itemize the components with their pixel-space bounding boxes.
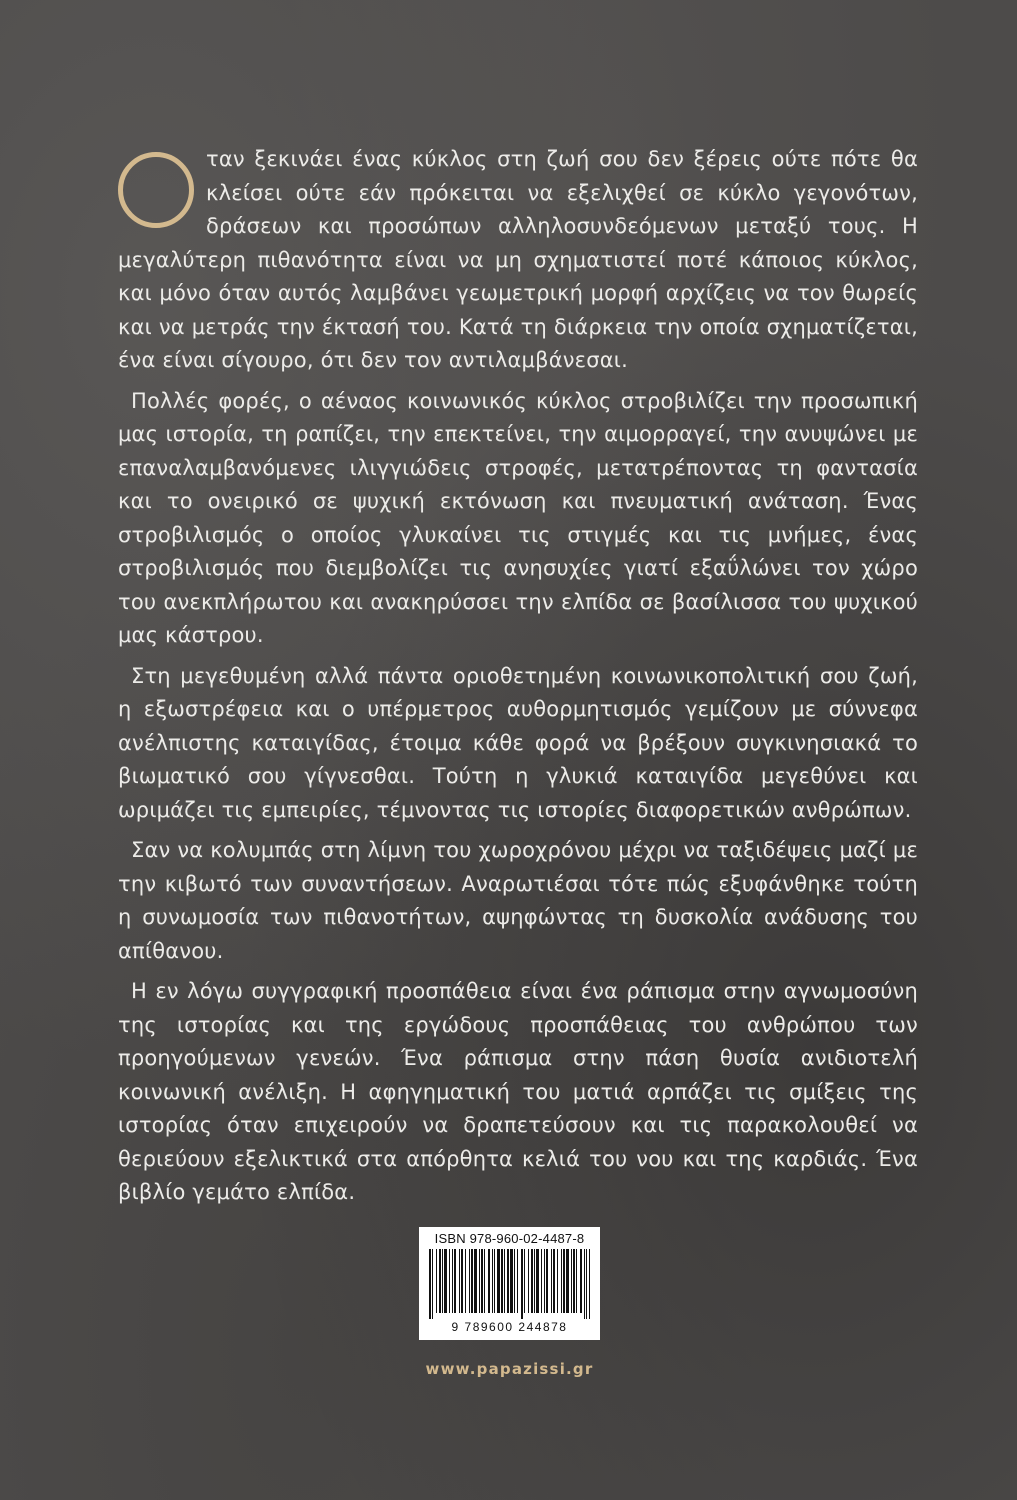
barcode-bar <box>442 1249 443 1313</box>
barcode-bar <box>504 1249 505 1313</box>
barcode-bar <box>531 1249 533 1313</box>
barcode-bar <box>429 1249 431 1319</box>
ean-digits: 9 789600 244878 <box>451 1320 568 1334</box>
barcode-bar <box>563 1249 565 1313</box>
drop-cap-circle <box>118 152 194 228</box>
barcode-bar <box>546 1249 548 1313</box>
blurb-paragraph-4: Σαν να κολυμπάς στη λίμνη του χωροχρόνου μέχρι να ταξιδέψεις μαζί με την κιβωτό των συναντήσεων. Αναρωτιέσαι τότε πώς εξυφάνθηκε τούτη η συνωμοσία των πιθανοτήτων, αψηφώντας τη δυσκολία ανάδυσης του απίθανου. <box>118 838 918 963</box>
barcode-bar <box>524 1249 525 1313</box>
barcode-bar <box>492 1249 493 1313</box>
blurb-paragraph-2: Πολλές φορές, ο αέναος κοινωνικός κύκλος στροβιλίζει την προσωπική μας ιστορία, τη ραπίζει, την επεκτείνει, την αιμορραγεί, την ανυψώνει με επαναλαμβανόμενες ιλιγγιώδεις στροφές, μετατρέποντας τη φαντασία και το ονειρικό σε ψυχική εκτόνωση και πνευματική ανάταση. Ένας στροβιλισμός ο οποίος γλυκαίνει τις στιγμές και τις μνήμες, ένας στροβιλισμός που διεμβολίζει τις ανησυχίες γιατί εξαΰλώνει τον χώρο του ανεκπλήρωτου και ανακηρύσσει την ελπίδα σε βασίλισσα του ψυχικού μας κάστρου. <box>118 388 918 647</box>
barcode-bar <box>469 1249 470 1313</box>
isbn-barcode <box>419 1227 600 1340</box>
blurb-text <box>118 143 918 1217</box>
blurb-paragraph-1 <box>118 143 918 378</box>
barcode-bar <box>576 1249 577 1313</box>
barcode-bar <box>488 1249 490 1313</box>
isbn-label: ISBN 978-960-02-4487-8 <box>434 1231 585 1246</box>
barcode-bar <box>452 1249 453 1313</box>
barcode-bar <box>521 1249 523 1319</box>
barcode-bar <box>573 1249 575 1313</box>
barcode-bar <box>534 1249 535 1313</box>
barcode-bar <box>510 1249 513 1313</box>
barcode-bar <box>507 1249 509 1313</box>
barcode-bar <box>536 1249 539 1313</box>
barcode-bar <box>474 1249 477 1313</box>
barcode-bar <box>517 1249 518 1313</box>
barcode-bar <box>471 1249 473 1313</box>
barcode-bar <box>528 1249 529 1313</box>
barcode-bar <box>459 1249 460 1313</box>
barcode-bar <box>557 1249 558 1313</box>
barcode-bar <box>551 1249 552 1313</box>
barcode-bar <box>465 1249 466 1313</box>
barcode-bar <box>497 1249 500 1313</box>
barcode-bar <box>541 1249 542 1313</box>
barcode-bar <box>501 1249 503 1313</box>
barcode-bar <box>449 1249 450 1313</box>
barcode-bar <box>544 1249 545 1313</box>
barcode-bar <box>586 1249 587 1319</box>
barcode-bar <box>580 1249 582 1313</box>
barcode-bar <box>589 1249 590 1319</box>
barcode-bar <box>571 1249 572 1313</box>
barcode-bar <box>566 1249 569 1313</box>
barcode-bar <box>444 1249 447 1313</box>
barcode-bar <box>461 1249 463 1313</box>
barcode-bar <box>439 1249 441 1313</box>
blurb-paragraph-3: Στη μεγεθυμένη αλλά πάντα οριοθετημένη κοινωνικοπολιτική σου ζωή, η εξωστρέφεια και ο υπέρμετρος αυθορμητισμός γεμίζουν με σύννεφα ανέλπιστης καταιγίδας, έτοιμα κάθε φορά να βρέξουν συγκινησιακά το βιωματικό σου γίγνεσθαι. Τούτη η γλυκιά καταιγίδα μεγεθύνει και ωριμάζει τις εμπειρίες, τέμνοντας τις ιστορίες διαφορετικών ανθρώπων. <box>118 663 918 822</box>
barcode-bar <box>454 1249 456 1313</box>
barcode-bar <box>484 1249 485 1313</box>
barcode-bar <box>514 1249 515 1313</box>
barcode-bar <box>494 1249 495 1313</box>
barcode-bar <box>436 1249 437 1313</box>
barcode-bar <box>479 1249 480 1313</box>
publisher-website: www.papazissi.gr <box>425 1360 594 1378</box>
barcode-bars <box>429 1249 590 1319</box>
barcode-bar <box>553 1249 555 1313</box>
barcode-bar <box>561 1249 562 1313</box>
barcode-bar <box>584 1249 585 1319</box>
barcode-bar <box>432 1249 433 1319</box>
blurb-paragraph-5: Η εν λόγω συγγραφική προσπάθεια είναι ένα ράπισμα στην αγνωμοσύνη της ιστορίας και της εργώδους προσπάθειας του ανθρώπου των προηγούμενων γενεών. Ένα ράπισμα στην πάση θυσία ανιδιοτελή κοινωνική ανέλιξη. Η αφηγηματική του ματιά αρπάζει τις σμίξεις της ιστορίας όταν επιχειρούν να δραπετεύσουν και τις παρακολουθεί να θεριεύουν εξελικτικά στα απόρθητα κελιά του νου και της καρδιάς. Ένα βιβλίο γεμάτο ελπίδα. <box>118 979 918 1204</box>
barcode-bar <box>481 1249 483 1313</box>
paragraph-1-text: ταν ξεκινάει ένας κύκλος στη ζωή σου δεν ξέρεις ούτε πότε θα κλείσει ούτε εάν πρόκειται να εξελιχθεί σε κύκλο γεγονότων, δράσεων και προσώπων αλληλοσυνδεόμενων μεταξύ τους. Η μεγαλύτερη πιθανότητα είναι να μη σχηματιστεί ποτέ κάποιος κύκλος, και μόνο όταν αυτός λαμβάνει γεωμετρική μορφή αρχίζεις να τον θωρείς και να μετράς την έκτασή του. Κατά τη διάρκεια την οποία σχηματίζεται, ένα είναι σίγουρο, ότι δεν τον αντιλαμβάνεσαι. <box>118 147 918 372</box>
